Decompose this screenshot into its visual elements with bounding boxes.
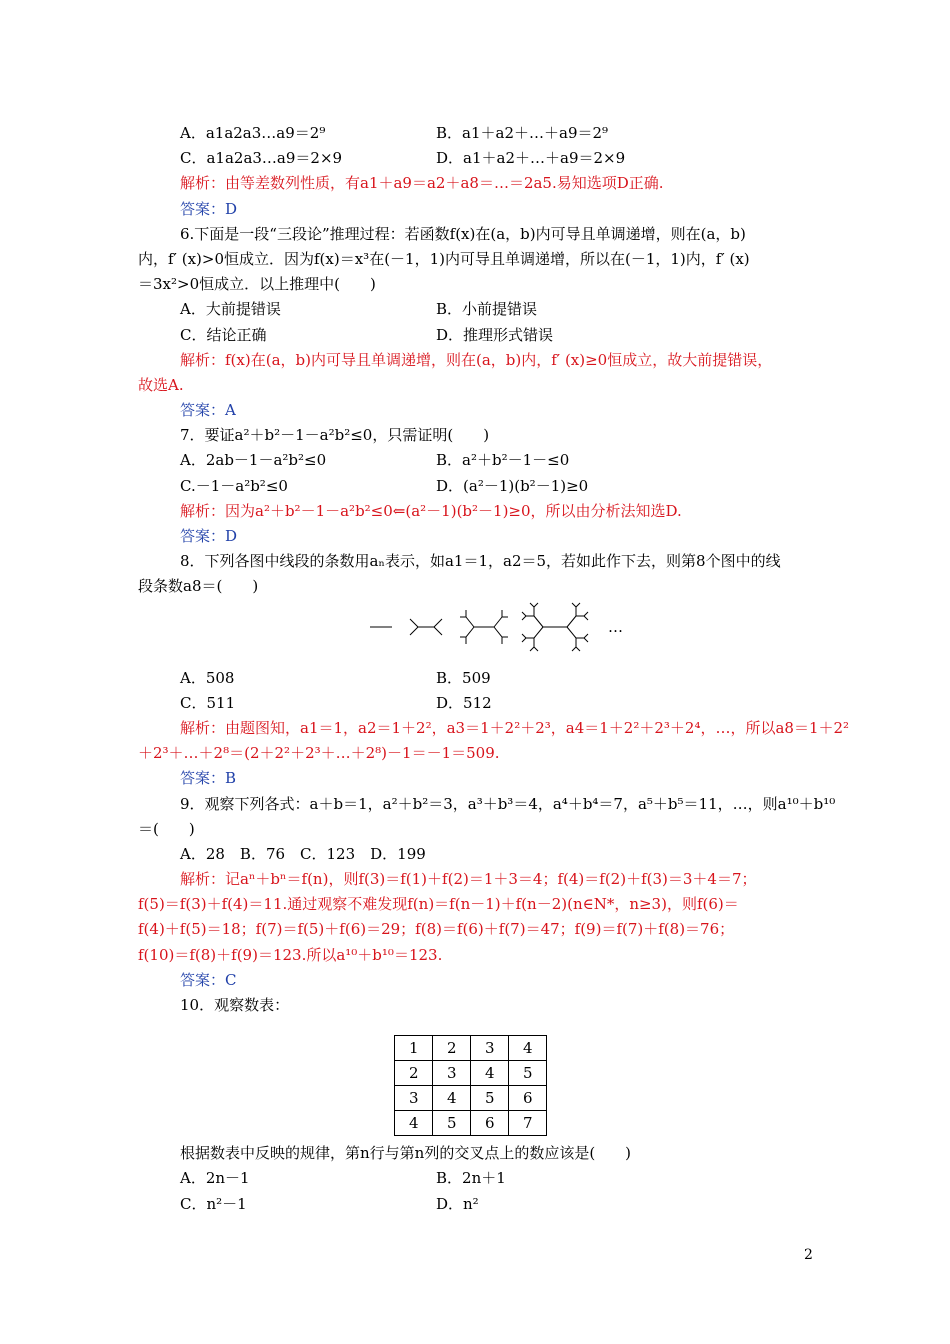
- figure-4-tree: [522, 603, 588, 651]
- number-table: [394, 1035, 547, 1136]
- q8-analysis-line-2: ＋2³＋…＋2⁸＝(2＋2²＋2³＋…＋2⁸)－1＝－1＝509.: [138, 744, 500, 763]
- q10-option-d: D．n²: [436, 1194, 479, 1213]
- figure-3-tree: [460, 610, 508, 644]
- q7-analysis: 解析：因为a²＋b²－1－a²b²≤0⇐(a²－1)(b²－1)≥0，所以由分析法知选D.: [180, 501, 682, 520]
- q10-stem: 10．观察数表：: [180, 996, 290, 1014]
- q6-analysis-line-1: 解析：f(x)在(a，b)内可导且单调递增，则在(a，b)内，f′ (x)≥0恒成立，故大前提错误，: [180, 350, 773, 369]
- table-row: [395, 1036, 547, 1061]
- q8-option-b: B．509: [436, 668, 491, 687]
- table-cell: 5: [433, 1111, 471, 1136]
- q8-options-ab: [138, 666, 814, 691]
- q7-options-cd: [138, 474, 814, 499]
- table-cell: 4: [509, 1036, 547, 1061]
- q6-analysis-line-2: 故选A.: [138, 375, 184, 394]
- q5-options-cd: [138, 146, 814, 171]
- q5-options-ab: [138, 121, 814, 146]
- q8-options-cd: [138, 691, 814, 716]
- figure-ellipsis: …: [608, 617, 623, 636]
- branching-diagram: [138, 600, 814, 666]
- q6-answer: 答案：A: [180, 401, 236, 420]
- figure-2-tree: [410, 619, 442, 635]
- q7-option-b: B．a²＋b²－1－≤0: [436, 451, 570, 470]
- q7-options-ab: [138, 448, 814, 473]
- q10-option-a: A．2n－1: [180, 1169, 250, 1188]
- q10-question: 根据数表中反映的规律，第n行与第n列的交叉点上的数应该是( ): [180, 1144, 632, 1163]
- q8-branching-figures: [138, 600, 814, 666]
- table-cell: 6: [509, 1086, 547, 1111]
- table-cell: 6: [471, 1111, 509, 1136]
- q9-analysis-line-4: f(10)＝f(8)＋f(9)＝123.所以a¹⁰＋b¹⁰＝123.: [138, 945, 443, 964]
- q6-stem-line-3: ＝3x²>0恒成立．以上推理中( ): [138, 275, 376, 294]
- q9-analysis-line-2: f(5)＝f(3)＋f(4)＝11.通过观察不难发现f(n)＝f(n－1)＋f(n－2)(n∈N*，n≥3)，则f(6)＝: [138, 895, 739, 914]
- table-cell: 4: [471, 1061, 509, 1086]
- q9-analysis-line-3: f(4)＋f(5)＝18；f(7)＝f(5)＋f(6)＝29；f(8)＝f(6)＋f(7)＝47；f(9)＝f(7)＋f(8)＝76；: [138, 920, 735, 939]
- table-cell: 7: [509, 1111, 547, 1136]
- table-cell: 4: [395, 1111, 433, 1136]
- table-cell: 2: [395, 1061, 433, 1086]
- q10-option-b: B．2n＋1: [436, 1169, 506, 1188]
- table-cell: 5: [471, 1086, 509, 1111]
- q8-option-c: C．511: [180, 693, 236, 712]
- q10-options-cd: [138, 1192, 814, 1217]
- table-row: [395, 1086, 547, 1111]
- q8-analysis-line-1: 解析：由题图知，a1＝1，a2＝1＋2²，a3＝1＋2²＋2³，a4＝1＋2²＋2³＋2⁴，…，所以a8＝1＋2²: [180, 718, 850, 737]
- q9-stem-line-1: 9．观察下列各式：a＋b＝1，a²＋b²＝3，a³＋b³＝4，a⁴＋b⁴＝7，a⁵＋b⁵＝11，…，则a¹⁰＋b¹⁰: [180, 794, 836, 813]
- q8-option-d: D．512: [436, 693, 492, 712]
- q6-option-c: C．结论正确: [180, 325, 267, 344]
- q5-option-c: C．a1a2a3…a9＝2×9: [180, 149, 343, 168]
- q9-analysis-line-1: 解析：记aⁿ＋bⁿ＝f(n)，则f(3)＝f(1)＋f(2)＝1＋3＝4；f(4)＝f(2)＋f(3)＝3＋4＝7；: [180, 870, 757, 889]
- q6-stem-line-1: 6.下面是一段“三段论”推理过程：若函数f(x)在(a，b)内可导且单调递增，则在(a，b): [180, 224, 746, 243]
- q6-stem-line-2: 内，f′ (x)>0恒成立．因为f(x)＝x³在(－1，1)内可导且单调递增，所以在(－1，1)内，f′ (x): [138, 249, 750, 268]
- q6-options-ab: [138, 297, 814, 322]
- page-number: 2: [804, 1247, 813, 1263]
- q9-stem-line-2: ＝( ): [138, 819, 195, 838]
- q5-analysis: 解析：由等差数列性质，有a1＋a9＝a2＋a8＝…＝2a5.易知选项D正确.: [180, 174, 664, 193]
- table-cell: 3: [395, 1086, 433, 1111]
- q6-option-a: A．大前提错误: [180, 300, 281, 319]
- table-cell: 4: [433, 1086, 471, 1111]
- q7-stem: 7．要证a²＋b²－1－a²b²≤0，只需证明( ): [180, 426, 490, 445]
- q7-option-c: C.－1－a²b²≤0: [180, 476, 288, 495]
- q7-option-d: D．(a²－1)(b²－1)≥0: [436, 476, 589, 495]
- document-body: [138, 121, 850, 1217]
- q9-options: A．28 B．76 C．123 D．199: [180, 844, 426, 863]
- q7-option-a: A．2ab－1－a²b²≤0: [180, 451, 327, 470]
- q5-option-a: A．a1a2a3…a9＝2⁹: [180, 124, 326, 142]
- q5-answer: 答案：D: [180, 199, 238, 218]
- table-cell: 2: [433, 1036, 471, 1061]
- q6-options-cd: [138, 323, 814, 348]
- q8-option-a: A．508: [180, 668, 235, 687]
- q6-option-b: B．小前提错误: [436, 300, 538, 319]
- table-row: [395, 1111, 547, 1136]
- q6-option-d: D．推理形式错误: [436, 325, 554, 344]
- q8-stem-line-2: 段条数a8＝( ): [138, 577, 259, 596]
- q5-option-d: D．a1＋a2＋…＋a9＝2×9: [436, 149, 626, 168]
- table-cell: 3: [433, 1061, 471, 1086]
- table-cell: 3: [471, 1036, 509, 1061]
- table-cell: 1: [395, 1036, 433, 1061]
- q10-option-c: C．n²－1: [180, 1194, 247, 1213]
- q8-stem-line-1: 8．下列各图中线段的条数用aₙ表示，如a1＝1，a2＝5，若如此作下去，则第8个图中的线: [180, 552, 781, 571]
- table-cell: 5: [509, 1061, 547, 1086]
- q5-option-b: B．a1＋a2＋…＋a9＝2⁹: [436, 124, 609, 142]
- q9-answer: 答案：C: [180, 970, 237, 989]
- table-row: [395, 1061, 547, 1086]
- q8-answer: 答案：B: [180, 769, 237, 788]
- q10-options-ab: [138, 1166, 814, 1191]
- q7-answer: 答案：D: [180, 527, 238, 545]
